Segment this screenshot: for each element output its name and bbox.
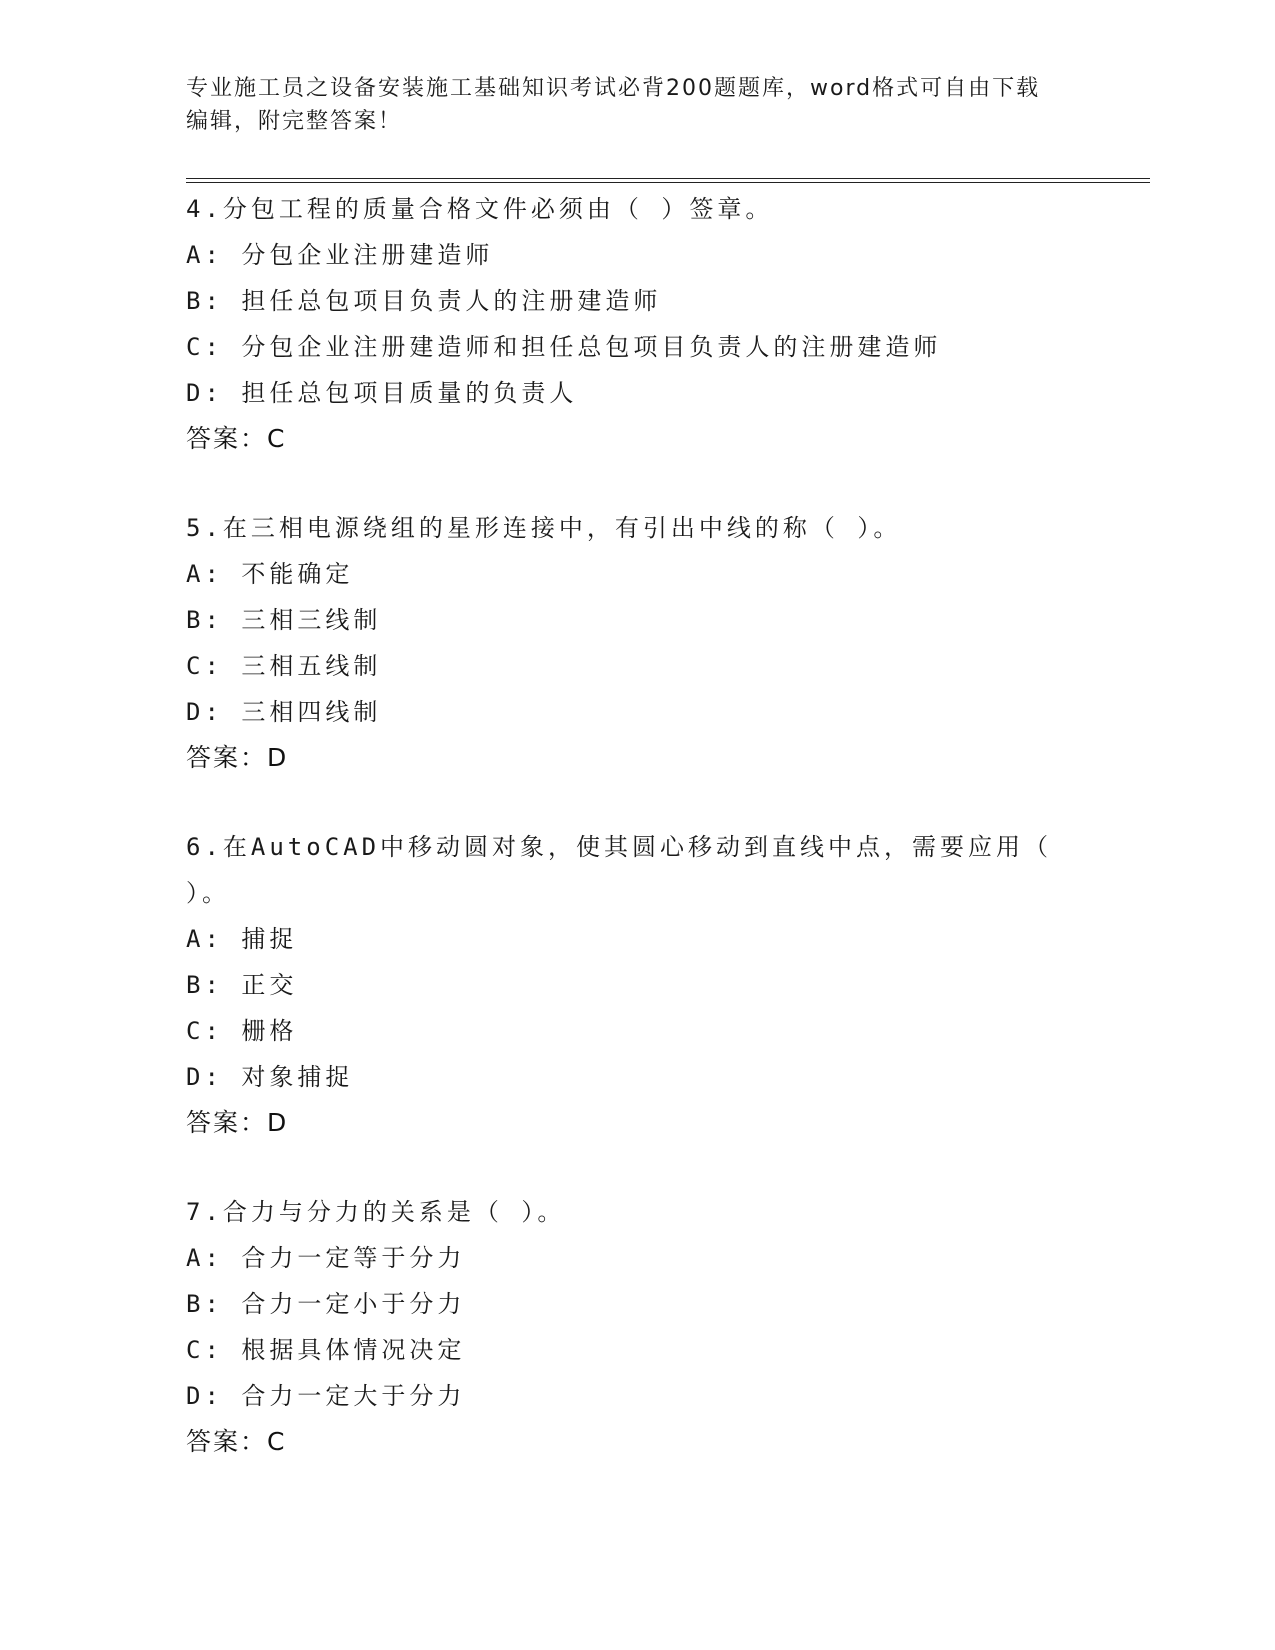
question-block: [186, 1189, 1086, 1465]
correct-answer: 答案：C: [186, 1427, 287, 1456]
correct-answer: 答案：C: [186, 424, 287, 453]
answer-option: B: 合力一定小于分力: [186, 1290, 466, 1318]
question-spacer: [186, 462, 1086, 505]
document-header: [186, 72, 1066, 138]
answer-option: B: 担任总包项目负责人的注册建造师: [186, 287, 662, 315]
answer-option: A: 不能确定: [186, 560, 354, 588]
correct-answer: 答案：D: [186, 743, 289, 772]
question-spacer: [186, 1146, 1086, 1189]
question-stem: 7.合力与分力的关系是（ ）。: [186, 1198, 566, 1226]
answer-option: A: 合力一定等于分力: [186, 1244, 466, 1272]
question-stem: 4.分包工程的质量合格文件必须由（ ）签章。: [186, 195, 774, 223]
answer-option: B: 正交: [186, 971, 298, 999]
question-list: [186, 186, 1086, 1465]
question-spacer: [186, 781, 1086, 824]
answer-option: B: 三相三线制: [186, 606, 382, 634]
answer-option: C: 栅格: [186, 1017, 298, 1045]
answer-option: A: 捕捉: [186, 925, 298, 953]
question-stem: 6.在AutoCAD中移动圆对象，使其圆心移动到直线中点，需要应用（: [186, 833, 1053, 861]
answer-option: C: 三相五线制: [186, 652, 382, 680]
header-divider-bottom: [186, 182, 1150, 183]
header-line-2: 编辑，附完整答案！: [186, 109, 403, 134]
answer-option: D: 合力一定大于分力: [186, 1382, 466, 1410]
question-block: [186, 824, 1086, 1146]
question-stem: ）。: [186, 879, 230, 907]
header-line-1: 专业施工员之设备安装施工基础知识考试必背200题题库，word格式可自由下载: [186, 76, 1041, 101]
answer-option: C: 根据具体情况决定: [186, 1336, 466, 1364]
correct-answer: 答案：D: [186, 1108, 289, 1137]
answer-option: D: 担任总包项目质量的负责人: [186, 379, 578, 407]
answer-option: D: 三相四线制: [186, 698, 382, 726]
answer-option: A: 分包企业注册建造师: [186, 241, 494, 269]
answer-option: C: 分包企业注册建造师和担任总包项目负责人的注册建造师: [186, 333, 942, 361]
header-divider-top: [186, 178, 1150, 179]
question-block: [186, 186, 1086, 462]
answer-option: D: 对象捕捉: [186, 1063, 354, 1091]
question-stem: 5.在三相电源绕组的星形连接中，有引出中线的称（ ）。: [186, 514, 902, 542]
question-block: [186, 505, 1086, 781]
